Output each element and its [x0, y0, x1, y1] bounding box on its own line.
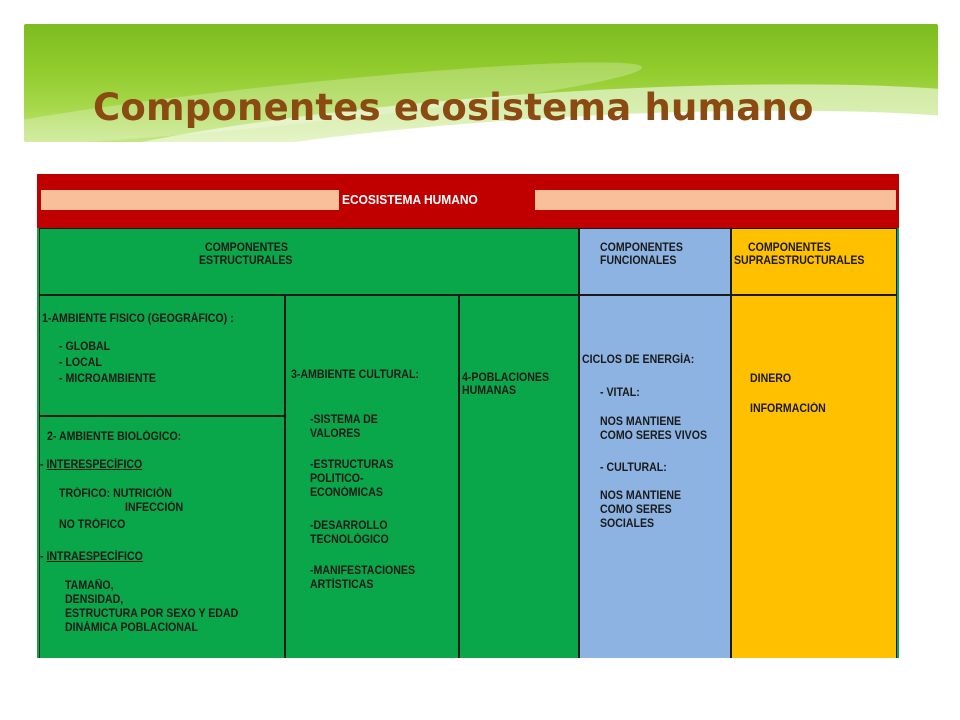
supra-item: INFORMACIÓN — [750, 403, 826, 415]
interespecifico-text: INTERESPECÍFICO — [46, 459, 143, 471]
infeccion-text: INFECCIÓN — [125, 502, 184, 514]
vital-label: - VITAL: — [600, 387, 640, 399]
poblacion-item: DINÁMICA POBLACIONAL — [65, 622, 199, 634]
vital-desc: NOS MANTIENE — [600, 416, 682, 428]
cultural-item: ECONÓMICAS — [310, 487, 383, 499]
supraestructurales-header-line1: COMPONENTES — [748, 242, 831, 254]
ambiente-fisico-item: - MICROAMBIENTE — [59, 373, 156, 385]
ambiente-fisico-item: - LOCAL — [59, 357, 102, 369]
cultural-item: -DESARROLLO — [310, 520, 388, 532]
poblaciones-cell — [459, 295, 579, 658]
estructurales-header-line2: ESTRUCTURALES — [199, 255, 293, 267]
cultural-item: POLITICO- — [310, 473, 364, 485]
estructurales-header-cell — [39, 228, 579, 295]
vital-desc: COMO SERES VIVOS — [600, 430, 708, 442]
supra-item: DINERO — [750, 373, 792, 385]
poblaciones-line1: 4-POBLACIONES — [462, 372, 550, 384]
ciclos-energia-heading: CICLOS DE ENERGÍA: — [582, 354, 695, 366]
estructurales-header-line1: COMPONENTES — [205, 242, 288, 254]
funcionales-body-cell — [579, 295, 731, 658]
supraestructurales-header-line2: SUPRAESTRUCTURALES — [734, 255, 865, 267]
cultural-desc: COMO SERES — [600, 504, 672, 516]
no-trofico-text: NO TRÓFICO — [59, 519, 126, 531]
table-header-title: ECOSISTEMA HUMANO — [342, 192, 478, 207]
cultural-item: -MANIFESTACIONES — [310, 565, 416, 577]
cultural-item: ARTÍSTICAS — [310, 579, 374, 591]
poblacion-item: ESTRUCTURA POR SEXO Y EDAD — [65, 608, 239, 620]
slide-title: Componentes ecosistema humano — [93, 86, 814, 129]
ambiente-biologico-heading: 2- AMBIENTE BIOLÓGICO: — [47, 431, 182, 443]
cultural-item: -ESTRUCTURAS — [310, 459, 394, 471]
cultural-item: TECNOLÓGICO — [310, 534, 389, 546]
ambiente-fisico-heading: 1-AMBIENTE FISICO (GEOGRÁFICO) : — [42, 313, 234, 325]
cultural-item: -SISTEMA DE — [310, 414, 378, 426]
cultural-desc: SOCIALES — [600, 518, 655, 530]
ambiente-fisico-item: - GLOBAL — [59, 341, 111, 353]
poblaciones-line2: HUMANAS — [462, 385, 517, 397]
funcionales-header-line2: FUNCIONALES — [600, 255, 677, 267]
trofico-text: TRÓFICO: NUTRICIÓN — [59, 488, 172, 500]
poblacion-item: DENSIDAD, — [65, 594, 124, 606]
funcionales-header-line1: COMPONENTES — [600, 242, 683, 254]
ecosystem-table — [37, 174, 899, 658]
intraespecifico-label: - INTRAESPECÍFICO — [40, 551, 143, 563]
poblacion-item: TAMAÑO, — [65, 580, 114, 592]
cultural-item: VALORES — [310, 428, 361, 440]
supraestructurales-body-cell — [731, 295, 897, 658]
cultural-desc: NOS MANTIENE — [600, 490, 682, 502]
ambiente-cultural-heading: 3-AMBIENTE CULTURAL: — [291, 369, 419, 381]
intraespecifico-text: INTRAESPECÍFICO — [46, 551, 143, 563]
cultural-label: - CULTURAL: — [600, 462, 667, 474]
interespecifico-label: - INTERESPECÍFICO — [40, 459, 143, 471]
